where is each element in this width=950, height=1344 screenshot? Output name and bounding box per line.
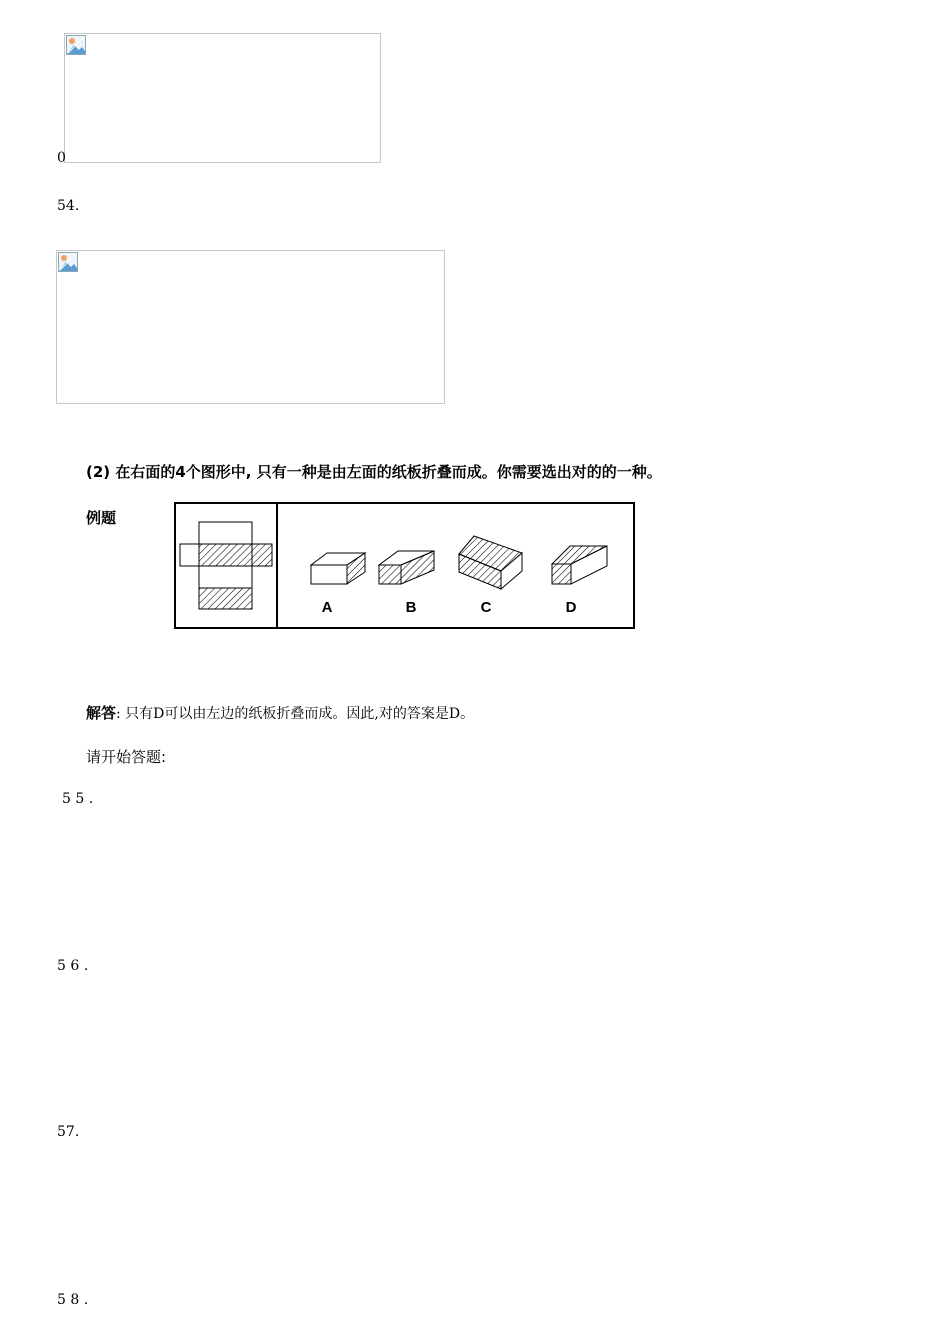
question-55-number: 5 5 .: [62, 791, 94, 807]
option-d-label: D: [565, 599, 577, 616]
option-b-box: [379, 551, 434, 584]
answer-text: : 只有D可以由左边的纸板折叠而成。因此,对的答案是D。: [116, 706, 475, 722]
stray-zero: 0: [57, 150, 66, 166]
option-c-box: [459, 536, 522, 589]
section-instruction: (2) 在右面的4个图形中, 只有一种是由左面的纸板折叠而成。你需要选出对的的一种。: [86, 463, 662, 481]
broken-image-icon: [66, 35, 86, 55]
example-figure: [170, 498, 640, 633]
option-c-label: C: [480, 599, 492, 616]
option-d-box: [552, 546, 607, 584]
image-placeholder-2: [56, 250, 445, 404]
question-54-number: 54.: [57, 198, 80, 214]
question-57-number: 57.: [57, 1124, 80, 1140]
answer-label: 解答: [86, 704, 117, 722]
option-a-box: [311, 553, 365, 584]
unfolded-net: [180, 522, 272, 609]
broken-image-icon: [58, 252, 78, 272]
question-56-number: 5 6 .: [57, 958, 89, 974]
image-placeholder-1: [64, 33, 381, 163]
question-58-number: 5 8 .: [57, 1292, 89, 1308]
option-a-label: A: [321, 599, 333, 616]
option-b-label: B: [405, 599, 417, 616]
start-prompt: 请开始答题:: [86, 748, 167, 766]
example-label: 例题: [86, 509, 117, 527]
answer-line: [86, 702, 474, 723]
